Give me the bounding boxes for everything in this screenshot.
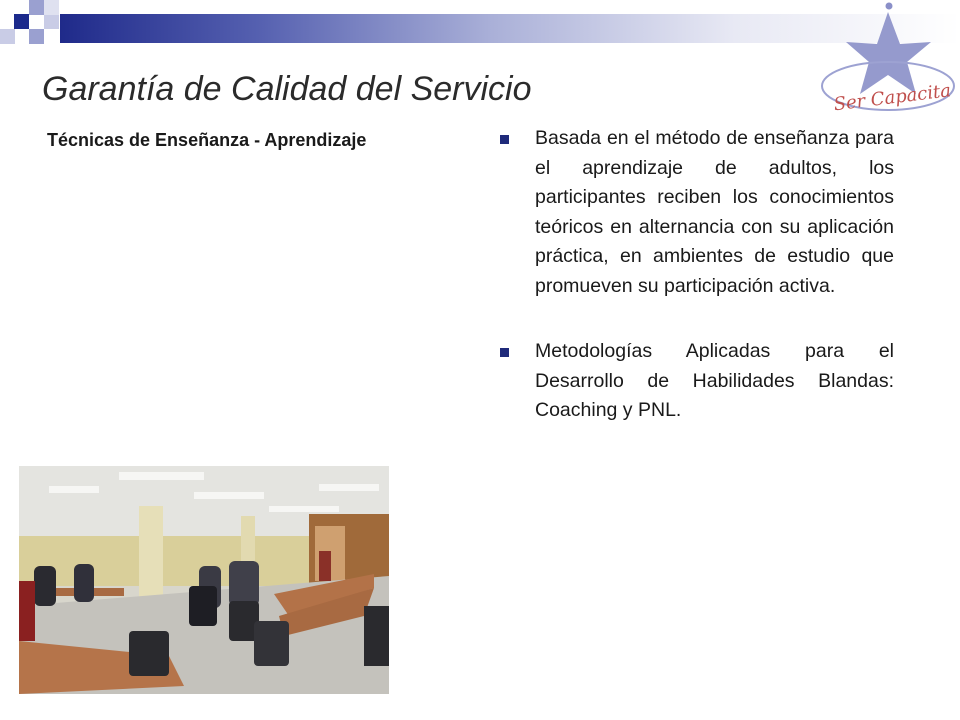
bullet-list (500, 124, 894, 426)
bullet-text: Basada en el método de enseñanza para el aprendizaje de adultos, los participantes reciben los conocimientos teóricos en alternancia con su aplicación práctica, en ambientes de estudio que promueven su participación activa. (535, 127, 894, 297)
square-bullet-icon (500, 348, 509, 357)
decor-square (0, 29, 15, 44)
decor-square (44, 0, 59, 15)
classroom-photo (19, 466, 389, 694)
star-icon (846, 12, 931, 94)
decor-square (29, 0, 44, 15)
decor-square (29, 29, 44, 44)
bullet-item (500, 337, 894, 426)
page-title: Garantía de Calidad del Servicio (42, 70, 532, 108)
square-bullet-icon (500, 135, 509, 144)
decor-square (44, 14, 59, 29)
bullet-text: Metodologías Aplicadas para el Desarrollo de Habilidades Blandas: Coaching y PNL. (535, 340, 894, 421)
bullet-item (500, 124, 894, 301)
ser-capacita-logo (806, 0, 960, 120)
logo-text: Ser Capacita (832, 80, 953, 116)
decor-square (14, 14, 29, 29)
logo-dot (886, 3, 893, 10)
section-subtitle: Técnicas de Enseñanza - Aprendizaje (47, 130, 367, 150)
